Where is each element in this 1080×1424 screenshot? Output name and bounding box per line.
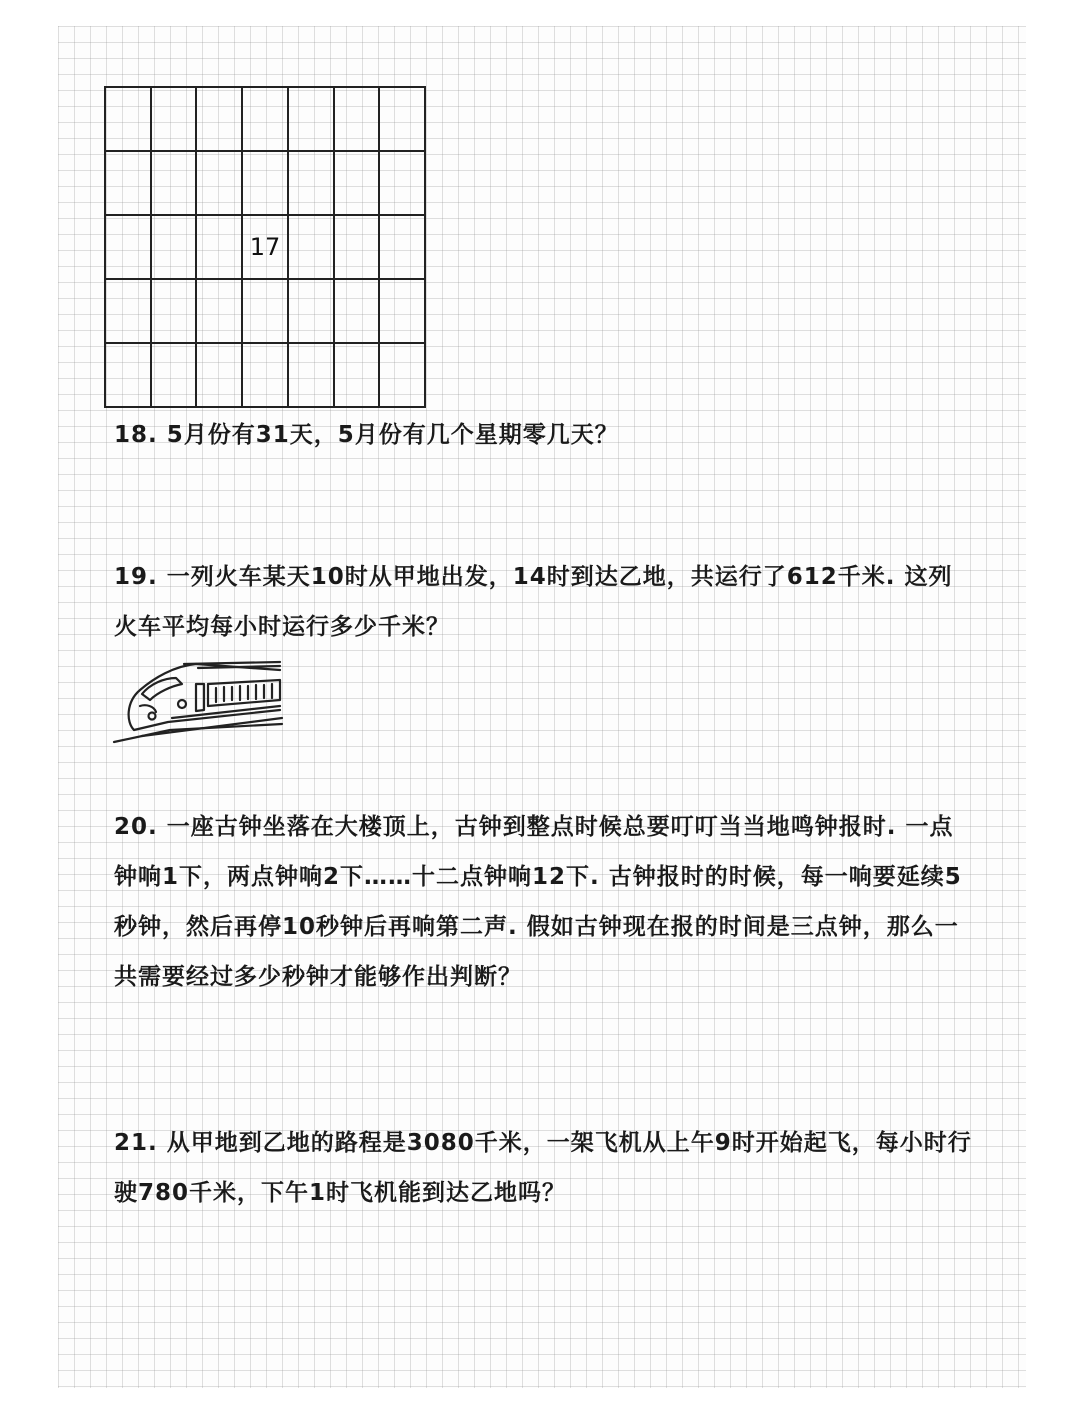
train-icon [112, 654, 284, 748]
calendar-cell [380, 88, 426, 152]
calendar-cell [152, 280, 198, 344]
calendar-cell [380, 280, 426, 344]
calendar-cell [152, 216, 198, 280]
calendar-cell [197, 344, 243, 408]
calendar-cell [289, 280, 335, 344]
calendar-cell [289, 152, 335, 216]
calendar-cell [335, 344, 381, 408]
calendar-cell [106, 152, 152, 216]
calendar-cell [289, 344, 335, 408]
calendar-cell [152, 88, 198, 152]
calendar-cell [289, 216, 335, 280]
bottom-margin [0, 1396, 1080, 1424]
question-19: 19. 一列火车某天10时从甲地出发，14时到达乙地，共运行了612千米. 这列火车平均每小时运行多少千米？ [114, 564, 953, 640]
calendar-cell [380, 152, 426, 216]
calendar-cell [152, 344, 198, 408]
calendar-cell [243, 344, 289, 408]
calendar-cell [243, 152, 289, 216]
calendar-cell [197, 280, 243, 344]
calendar-cell [106, 88, 152, 152]
calendar-grid [104, 86, 426, 408]
calendar-cell [335, 216, 381, 280]
calendar-cell [335, 280, 381, 344]
calendar-cell [197, 88, 243, 152]
calendar-cell [380, 216, 426, 280]
calendar-cell [243, 280, 289, 344]
calendar-cell [289, 88, 335, 152]
question-21: 21. 从甲地到乙地的路程是3080千米，一架飞机从上午9时开始起飞，每小时行驶780千米，下午1时飞机能到达乙地吗？ [114, 1130, 972, 1206]
question-18: 18. 5月份有31天，5月份有几个星期零几天？ [114, 422, 619, 448]
calendar-cell [197, 216, 243, 280]
calendar-cell [106, 280, 152, 344]
calendar-cell [152, 152, 198, 216]
calendar-cell [106, 216, 152, 280]
calendar-cell: 17 [243, 216, 289, 280]
calendar-cell [243, 88, 289, 152]
calendar-cell [106, 344, 152, 408]
calendar-cell [197, 152, 243, 216]
question-20: 20. 一座古钟坐落在大楼顶上，古钟到整点时候总要叮叮当当地鸣钟报时. 一点钟响1下，两点钟响2下……十二点钟响12下. 古钟报时的时候，每一响要延续5秒钟，然后再停10秒钟后再响第二声. 假如古钟现在报的时间是三点钟，那么一共需要经过多少秒钟才能够作出判断？ [114, 814, 962, 990]
calendar-cell [380, 344, 426, 408]
calendar-cell [335, 88, 381, 152]
calendar-cell [335, 152, 381, 216]
